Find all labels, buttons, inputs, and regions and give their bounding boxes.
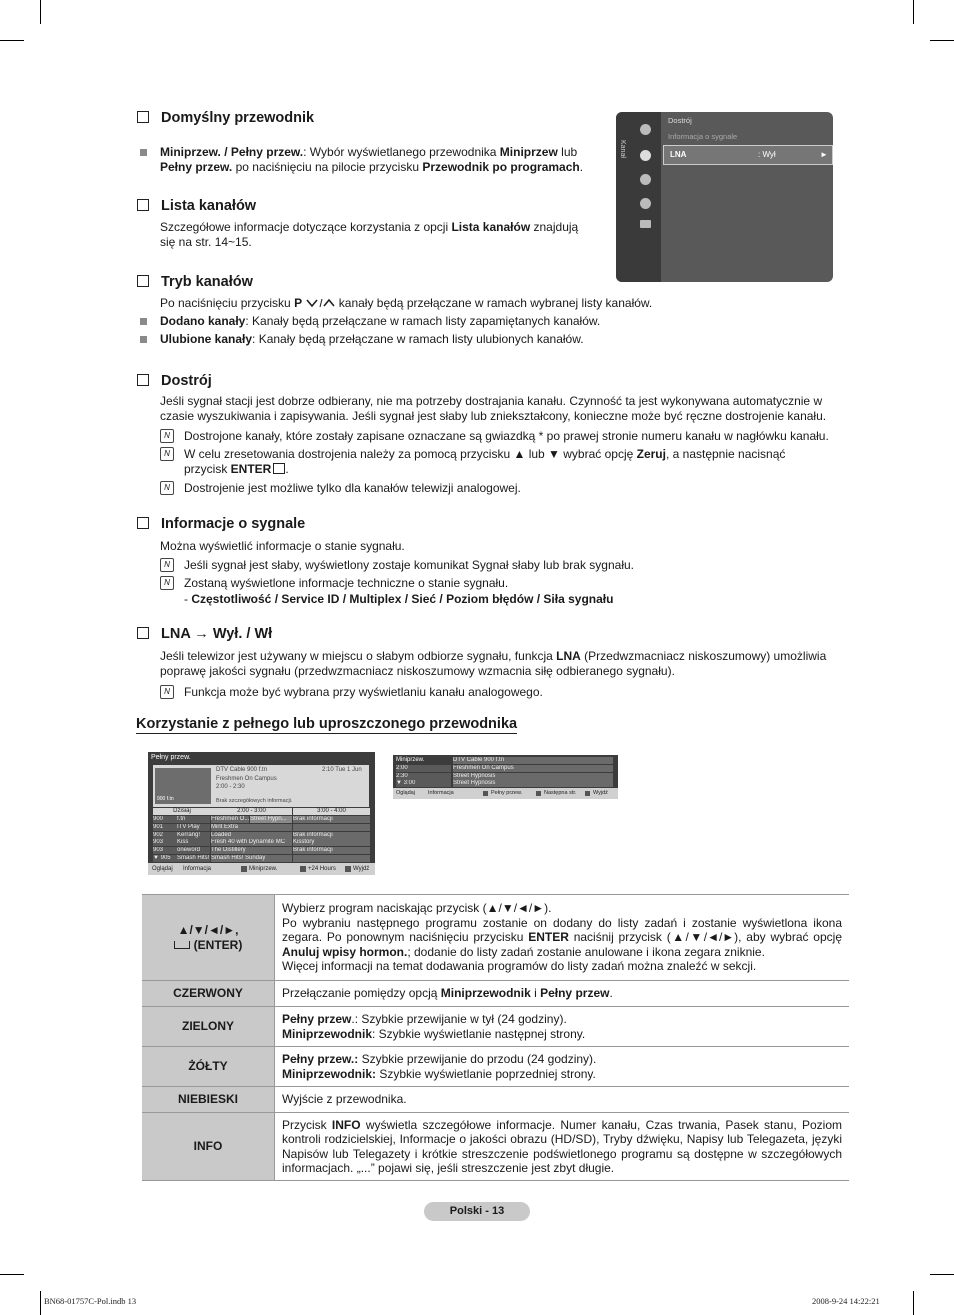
text: po naciśnięciu na pilocie przycisku	[232, 160, 423, 174]
text: , a następnie nacisnąć	[665, 447, 786, 461]
note-icon: N	[160, 576, 174, 590]
program-cell[interactable]: Smash Hits! Sunday	[211, 855, 292, 862]
value-cell	[275, 1047, 850, 1087]
tv-menu-screenshot	[616, 112, 833, 282]
green-button-icon	[300, 866, 306, 872]
key-yellow: ŻÓŁTY	[142, 1047, 275, 1087]
program-cell[interactable]: Loaded	[211, 832, 292, 839]
text: : Kanały będą przełączane w ramach listy zapamiętanych kanałów.	[245, 314, 601, 328]
legend-watch: Oglądaj	[396, 790, 415, 796]
guide-title: Miniprzew.	[396, 757, 425, 763]
bold-text: ENTER	[528, 930, 569, 945]
heading-text: LNA → Wył. / Wł	[161, 626, 273, 642]
bold-text: Pełny przew.	[160, 160, 233, 174]
note-icon: N	[160, 558, 174, 572]
picture-icon	[640, 124, 651, 135]
text: Po naciśnięciu przycisku	[160, 296, 295, 310]
paragraph	[160, 314, 860, 329]
heading-text: Informacje o sygnale	[161, 516, 306, 532]
bullet-icon	[140, 318, 147, 325]
channel-number[interactable]: 903	[153, 839, 177, 846]
key-green: ZIELONY	[142, 1007, 275, 1047]
paragraph	[160, 394, 860, 424]
bold-text: Anuluj wpisy hormon.	[282, 944, 408, 959]
blue-button-icon	[345, 866, 351, 872]
note-icon: N	[160, 481, 174, 495]
lna-label: LNA	[670, 150, 687, 159]
key-info: INFO	[142, 1113, 275, 1181]
paragraph	[160, 296, 860, 311]
note-icon: N	[160, 429, 174, 443]
key-arrows: ▲/▼/◄/►,	[177, 923, 239, 937]
note-text: Jeśli sygnał jest słaby, wyświetlony zostaje komunikat Sygnał słaby lub brak sygnału.	[184, 558, 634, 572]
note-text: Zostaną wyświetlone informacje techniczne o stanie sygnału.	[184, 576, 509, 590]
key-red: CZERWONY	[142, 981, 275, 1007]
note-text	[184, 592, 864, 607]
legend-exit: Wyjdź	[353, 866, 370, 872]
thumb-label: 900 f.tn	[157, 796, 174, 802]
text: W celu zresetowania dostrojenia należy za pomocą przycisku ▲ lub ▼ wybrać opcję	[184, 447, 637, 461]
note-icon: N	[160, 447, 174, 461]
bold-text: Pełny przew.:	[282, 1052, 359, 1066]
enter-icon	[273, 463, 285, 474]
footer-date: 2008-9-24 14:22:21	[812, 1296, 880, 1306]
section-heading-guide: Korzystanie z pełnego lub uproszczonego przewodnika	[136, 716, 518, 732]
heading-text: Dostrój	[161, 373, 212, 389]
text: Przycisk	[282, 1117, 332, 1132]
note-text	[184, 447, 864, 477]
legend-24h: +24 Hours	[308, 866, 336, 872]
channel-icon	[640, 174, 651, 185]
text: .	[609, 986, 613, 1001]
text	[282, 916, 842, 960]
legend-full: Pełny przew.	[491, 790, 523, 796]
bold-text: Miniprzewodnik:	[282, 1066, 376, 1081]
program-title: Freshmen On Campus	[216, 776, 277, 782]
value-cell	[275, 981, 850, 1007]
checkbox-icon	[137, 111, 149, 123]
key-blue: NIEBIESKI	[142, 1087, 275, 1113]
text: (Przedwzmacniacz niskoszumowy) umożliwia	[580, 649, 827, 663]
program-cell[interactable]: Fresh 40 with Dynamite MC	[211, 839, 292, 846]
bullet-icon	[140, 336, 147, 343]
program-time: 2:30	[396, 773, 451, 780]
crop-mark	[930, 40, 954, 41]
text: Przełączanie pomiędzy opcją	[282, 986, 441, 1001]
paragraph: Można wyświetlić informacje o stanie sygnału.	[160, 539, 405, 553]
channel-name[interactable]: oneword	[177, 847, 210, 854]
program-time: 2:00	[396, 765, 451, 772]
blue-button-icon	[585, 791, 590, 796]
menu-item-lna[interactable]	[663, 145, 833, 165]
program-cell[interactable]: Street Hypnosis	[453, 773, 613, 780]
crop-mark	[0, 40, 24, 41]
bold-text: Dodano kanały	[160, 314, 246, 328]
bold-text: Miniprzew	[499, 145, 558, 159]
bold-text: LNA	[556, 649, 581, 663]
text: kanały będą przełączane w ramach wybranej listy kanałów.	[338, 296, 653, 310]
checkbox-icon	[137, 517, 149, 529]
menu-side-label: Kanał	[619, 140, 626, 158]
program-cell[interactable]: The Distillery	[211, 847, 292, 854]
text: czasie wyszukiwania i zapisywania. Jeśli sygnał jest słaby lub zniekształcony, konieczne może być ręczne dostrojenie kanału.	[160, 409, 827, 423]
bullet-icon	[140, 149, 147, 156]
value-cell	[275, 895, 850, 981]
heading-text: Tryb kanałów	[161, 274, 253, 290]
checkbox-icon	[137, 275, 149, 287]
text: naciśnij przycisk (▲/▼/◄/►), aby wybrać opcję	[568, 930, 842, 945]
crop-mark	[0, 1274, 24, 1275]
text: i	[530, 986, 541, 1001]
table-row	[142, 1113, 849, 1181]
green-button-icon	[536, 791, 541, 796]
bold-text: Zeruj	[636, 447, 666, 461]
program-cell[interactable]: Brak informacji	[293, 847, 370, 854]
channel-number[interactable]: 900	[153, 816, 177, 823]
text: Szybkie wyświetlanie poprzedniej strony.	[376, 1066, 596, 1081]
legend-mini: Miniprzew.	[249, 866, 278, 872]
arrow-right-icon: ►	[820, 150, 828, 159]
crop-mark	[40, 0, 41, 24]
value-cell: Wyjście z przewodnika.	[275, 1087, 850, 1113]
legend-info: Informacja	[183, 866, 212, 872]
table-row	[142, 895, 849, 981]
time-slot: 3:00 - 4:00	[293, 808, 370, 815]
red-button-icon	[483, 791, 488, 796]
bold-text: Częstotliwość / Service ID / Multiplex / Sieć / Poziom błędów / Siła sygnału	[191, 592, 614, 606]
program-cell[interactable]: Freshmen O...	[211, 816, 249, 822]
table-row	[142, 1007, 849, 1047]
setup-icon	[640, 198, 651, 209]
program-cell[interactable]: Freshmen On Campus	[453, 765, 613, 772]
bold-text: Miniprzewodnik	[440, 986, 531, 1001]
text: Więcej informacji na temat dodawania programów do listy zadań można znaleźć w sekcji.	[282, 959, 757, 974]
text: lub	[557, 145, 578, 159]
legend-info: Informacja	[428, 790, 454, 796]
bold-text: INFO	[331, 1117, 361, 1132]
bold-text: Ulubione kanały	[160, 332, 253, 346]
text: Szczegółowe informacje dotyczące korzystania z opcji	[160, 220, 452, 234]
guide-title: Pełny przew.	[151, 754, 191, 761]
program-cell[interactable]: Street Hypnosis	[453, 780, 613, 787]
text: : Kanały będą przełączane w ramach listy ulubionych kanałów.	[252, 332, 584, 346]
program-cell[interactable]: Kisstory	[293, 839, 370, 846]
channel-name[interactable]: Kiss	[177, 839, 210, 846]
text: : Szybkie wyświetlanie następnej strony.	[372, 1026, 586, 1041]
program-cell[interactable]: Street Hypn...	[250, 816, 292, 823]
key-function-table	[142, 894, 849, 1181]
text: wyświetla szczegółowe informacje. Numer kanału, Czas trwania, Pasek stanu, Poziom kontroli rodzicielskiej, Informacje o jakości obrazu (HD/SD), Tryby dźwięku, Napisy lub Telegazeta, języki Napisów lub Telegazety i krótkie streszczenie podświetlonego programu są dostępne w szczegółowych informacjach. „...” pojawi się, jeśli streszczenie jest zbyt długie.	[282, 1117, 842, 1175]
channel-number[interactable]: 903	[153, 847, 177, 854]
lna-value: : Wył	[758, 150, 776, 159]
checkbox-icon	[137, 627, 149, 639]
table-row	[142, 1047, 849, 1087]
section-heading	[137, 110, 314, 126]
heading-text: Domyślny przewodnik	[161, 110, 315, 126]
bold-text: Przewodnik po programach	[422, 160, 580, 174]
text: Szybkie przewijanie do przodu (24 godziny).	[358, 1052, 597, 1066]
key-enter: (ENTER)	[193, 937, 243, 952]
bold-text: ENTER	[230, 462, 272, 476]
guide-legend	[393, 788, 618, 799]
chevron-down-up-icon	[305, 298, 335, 308]
channel-number[interactable]: 901	[153, 824, 177, 831]
program-desc: Brak szczegółowych informacji.	[216, 798, 293, 804]
page-number: Polski - 13	[424, 1202, 530, 1221]
crop-mark	[913, 0, 914, 24]
channel-name[interactable]: Smash Hits!	[177, 855, 210, 861]
text: poprawę jakości sygnału (przedwzmacniacz niskoszumowy wzmacnia siłę odbieranego sygnału).	[160, 664, 675, 678]
red-button-icon	[241, 866, 247, 872]
section-heading	[137, 516, 305, 532]
crop-mark	[40, 1291, 41, 1315]
program-cell[interactable]: Mint Extra	[211, 824, 292, 831]
input-icon	[640, 220, 651, 228]
text: się na str. 14~15.	[160, 235, 252, 249]
section-heading	[137, 274, 253, 290]
channel-number[interactable]: 902	[153, 832, 177, 839]
text: : Wybór wyświetlanego przewodnika	[303, 145, 500, 159]
table-row	[142, 981, 849, 1007]
text: .: Szybkie przewijanie w tył (24 godziny).	[351, 1012, 567, 1026]
note-icon: N	[160, 685, 174, 699]
time-slot: 2:00 - 3:00	[211, 808, 292, 815]
crop-mark	[930, 1274, 954, 1275]
text: przycisk	[184, 462, 231, 476]
bold-text: Pełny przew	[282, 1012, 352, 1026]
text: .	[579, 160, 584, 174]
text: Jeśli sygnał stacji jest dobrze odbierany, nie ma potrzeby dostrajania kanału. Czynność ta jest wykonywana automatycznie w	[160, 394, 823, 408]
full-guide-screenshot	[148, 752, 375, 875]
program-time: 2:00 - 2:30	[216, 784, 245, 790]
legend-next: Następna str.	[544, 790, 577, 796]
text: -	[184, 592, 192, 606]
program-cell[interactable]: Brak informacji	[293, 816, 370, 823]
checkbox-icon	[137, 199, 149, 211]
program-channel: DTV Cable 900 f.tn	[453, 757, 613, 764]
bold-text: P	[294, 296, 303, 310]
text: .	[285, 462, 289, 476]
key-cell	[142, 895, 275, 981]
checkbox-icon	[137, 374, 149, 386]
legend-exit: Wyjdź	[593, 790, 608, 796]
section-heading	[137, 373, 212, 389]
today-label: Dzisiaj	[153, 808, 211, 815]
paragraph	[160, 220, 600, 250]
table-row	[142, 1087, 849, 1113]
section-heading	[137, 198, 256, 214]
channel-name[interactable]: ITV Play	[177, 824, 210, 831]
bold-text: Lista kanałów	[451, 220, 531, 234]
sound-icon	[640, 150, 651, 161]
note-text: Dostrojone kanały, które zostały zapisane oznaczane są gwiazdką * po prawej stronie numeru kanału w nagłówku kanału.	[184, 429, 829, 443]
program-time: ▼ 3:00	[396, 780, 451, 787]
note-text: Funkcja może być wybrana przy wyświetlaniu kanału analogowego.	[184, 685, 543, 699]
value-cell	[275, 1007, 850, 1047]
paragraph	[160, 145, 600, 175]
enter-icon	[174, 941, 190, 949]
legend-watch: Oglądaj	[152, 866, 173, 872]
guide-legend	[148, 863, 375, 875]
video-thumbnail	[155, 768, 211, 804]
section-heading	[137, 626, 272, 642]
menu-item-dostroj[interactable]: Dostrój	[668, 116, 692, 125]
program-cell[interactable]: Brak informacji	[293, 832, 370, 839]
channel-number[interactable]: ▼ 905	[153, 855, 177, 862]
channel-name[interactable]: f.tn	[177, 816, 210, 823]
text: Jeśli telewizor jest używany w miejscu o słabym odbiorze sygnału, funkcja	[160, 649, 557, 663]
mini-guide-screenshot	[393, 755, 618, 799]
heading-text: Lista kanałów	[161, 198, 257, 214]
text: Po wybraniu następnego programu zostanie on dodany do listy zadań i zostanie wyświetlona ikona zegara. Po ponownym naciśnięciu przycisku	[282, 915, 842, 945]
clock: 2:10 Tue 1 Jun	[322, 767, 362, 773]
menu-item-signal-info[interactable]: Informacja o sygnale	[668, 132, 738, 141]
bold-text: Pełny przew	[540, 986, 610, 1001]
footer-file: BN68-01757C-Pol.indb 13	[44, 1296, 137, 1306]
bold-text: Miniprzewodnik	[282, 1026, 372, 1041]
bold-text: Miniprzew. / Pełny przew.	[160, 145, 304, 159]
value-cell	[275, 1113, 850, 1181]
paragraph	[160, 332, 860, 347]
menu-sidebar	[616, 112, 661, 282]
channel-name[interactable]: Kerrang!	[177, 832, 210, 839]
program-cell[interactable]	[293, 824, 370, 831]
note-text: Dostrojenie jest możliwe tylko dla kanałów telewizji analogowej.	[184, 481, 521, 495]
text: Wybierz program naciskając przycisk (▲/▼/◄/►).	[282, 901, 552, 916]
program-channel: DTV Cable 900 f.tn	[216, 767, 268, 773]
program-cell[interactable]	[293, 855, 370, 862]
text: znajdują	[530, 220, 579, 234]
crop-mark	[913, 1291, 914, 1315]
paragraph	[160, 649, 860, 679]
text: ; dodanie do listy zadań zostanie anulowane i ikona zegara zniknie.	[407, 944, 765, 959]
